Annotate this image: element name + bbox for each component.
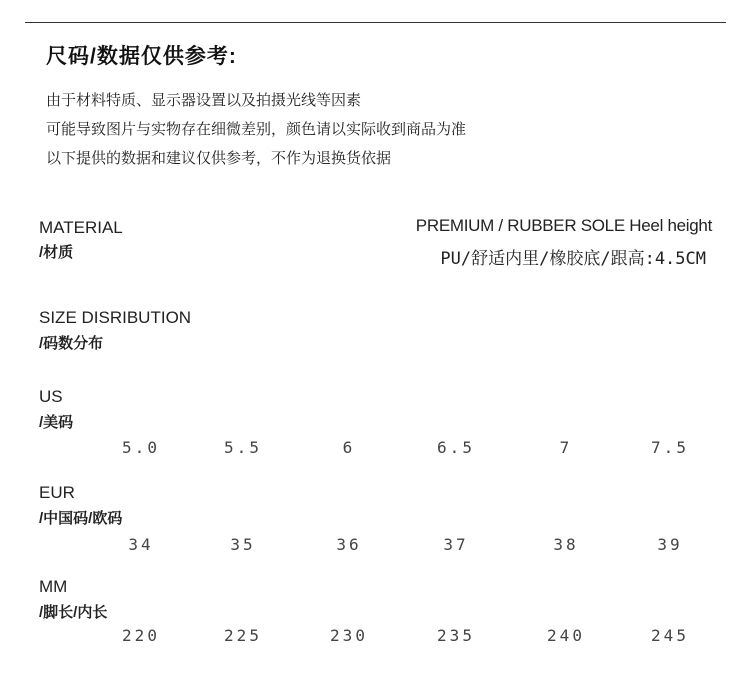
us-label-cn: /美码	[39, 414, 74, 431]
mm-size-value: 225	[224, 626, 262, 645]
us-size-value: 5.5	[224, 438, 262, 457]
disclaimer-notes	[46, 86, 466, 173]
mm-label-en: MM	[39, 577, 68, 596]
us-size-row	[0, 438, 750, 460]
eur-size-value: 39	[657, 535, 683, 554]
eur-size-value: 36	[336, 535, 362, 554]
material-label-cn: /材质	[39, 244, 74, 261]
us-size-value: 7	[559, 438, 573, 457]
eur-size-value: 34	[128, 535, 154, 554]
page-title: 尺码/数据仅供参考:	[46, 45, 237, 68]
us-size-value: 6	[342, 438, 356, 457]
eur-label-en: EUR	[39, 483, 75, 502]
note-line: 以下提供的数据和建议仅供参考，不作为退换货依据	[46, 150, 392, 167]
mm-size-row	[0, 626, 750, 648]
us-size-value: 6.5	[437, 438, 475, 457]
mm-size-value: 235	[437, 626, 475, 645]
mm-size-value: 220	[122, 626, 160, 645]
mm-size-value: 245	[651, 626, 689, 645]
top-divider	[25, 22, 726, 23]
eur-size-value: 35	[230, 535, 256, 554]
eur-size-row	[0, 535, 750, 557]
size-distribution-label-cn: /码数分布	[39, 335, 104, 352]
us-size-value: 5.0	[122, 438, 160, 457]
us-label-en: US	[39, 387, 63, 406]
size-distribution-label-en: SIZE DISRIBUTION	[39, 308, 192, 327]
note-line: 可能导致图片与实物存在细微差别，颜色请以实际收到商品为准	[46, 121, 467, 138]
material-value-cn: PU/舒适内里/橡胶底/跟高:4.5CM	[440, 249, 706, 269]
material-value-en: PREMIUM / RUBBER SOLE Heel height	[415, 216, 712, 235]
mm-size-value: 240	[547, 626, 585, 645]
material-label-en: MATERIAL	[39, 218, 123, 237]
us-size-value: 7.5	[651, 438, 689, 457]
mm-label-cn: /脚长/内长	[39, 604, 108, 621]
eur-size-value: 37	[443, 535, 469, 554]
mm-size-value: 230	[330, 626, 368, 645]
note-line: 由于材料特质、显示器设置以及拍摄光线等因素	[46, 92, 362, 109]
eur-label-cn: /中国码/欧码	[39, 510, 123, 527]
eur-size-value: 38	[553, 535, 579, 554]
